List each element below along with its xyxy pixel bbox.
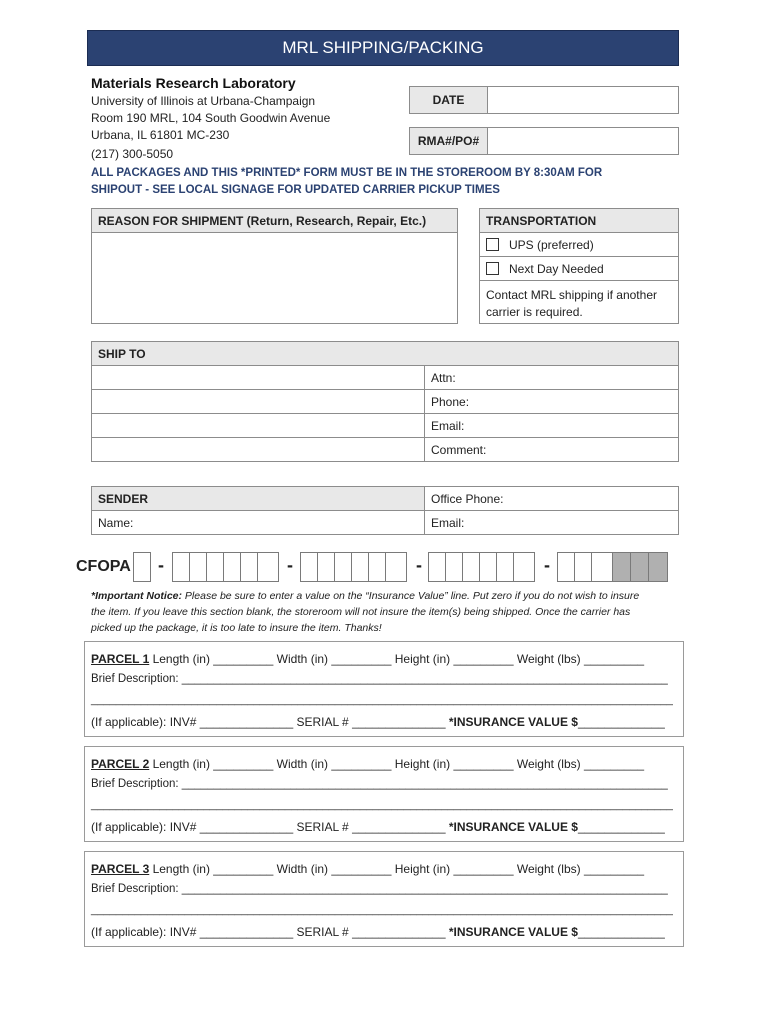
cfopa-digit[interactable] [351, 552, 369, 582]
parcel-dims: Length (in) _________ Width (in) _________ Height (in) _________ Weight (lbs) _________ [149, 757, 645, 771]
parcel-insurance-blank: _____________ [577, 715, 665, 729]
deadline-notice [91, 165, 651, 199]
deadline-notice-line: SHIPOUT - SEE LOCAL SIGNAGE FOR UPDATED CARRIER PICKUP TIMES [91, 184, 500, 196]
address-line: Room 190 MRL, 104 South Goodwin Avenue [91, 111, 331, 125]
divider [91, 437, 425, 438]
parcel-dims-line[interactable] [91, 652, 644, 666]
parcel-description-blank[interactable]: _____________________________________________________________________________________________ [91, 694, 673, 706]
important-notice [91, 588, 681, 636]
sender-label: SENDER [91, 486, 425, 511]
cfopa-dash: - [416, 555, 422, 575]
cfopa-disabled-digit [630, 552, 649, 582]
divider [91, 389, 425, 390]
cfopa-digit[interactable] [334, 552, 352, 582]
cfopa-disabled-digit [612, 552, 631, 582]
form-title: MRL SHIPPING/PACKING [87, 30, 679, 66]
important-notice-text: Please be sure to enter a value on the “Insurance Value” line. Put zero if you do not wish to insure [182, 590, 640, 602]
cfopa-disabled-digit [648, 552, 668, 582]
cfopa-digit[interactable] [496, 552, 514, 582]
parcel-section [84, 641, 684, 737]
ship-to-phone-field[interactable] [424, 389, 679, 414]
carrier-contact-line: carrier is required. [486, 305, 583, 319]
next-day-label: Next Day Needed [509, 261, 604, 276]
cfopa-digit[interactable] [513, 552, 535, 582]
cfopa-dash: - [287, 555, 293, 575]
carrier-contact-line: Contact MRL shipping if another [486, 288, 657, 302]
ship-to-email-field[interactable] [424, 413, 679, 438]
date-field[interactable] [487, 86, 679, 114]
rma-label: RMA#/PO# [417, 134, 480, 148]
cfopa-digit[interactable] [189, 552, 207, 582]
parcel-inv-serial: (If applicable): INV# ______________ SERIAL # ______________ [91, 715, 449, 729]
cfopa-digit[interactable] [300, 552, 318, 582]
sender-office-phone-field[interactable] [424, 486, 679, 511]
cfopa-digit[interactable] [591, 552, 613, 582]
parcel-title: PARCEL 2 [91, 757, 150, 771]
important-notice-lead: *Important Notice: [91, 590, 183, 602]
parcel-insurance-blank: _____________ [577, 820, 665, 834]
parcel-description-blank[interactable]: _____________________________________________________________________________________________ [91, 799, 673, 811]
name-label: Name: [98, 515, 134, 530]
parcel-insurance-label: *INSURANCE VALUE $ [448, 925, 578, 939]
parcel-inv-serial: (If applicable): INV# ______________ SERIAL # ______________ [91, 925, 449, 939]
reason-field[interactable] [91, 232, 458, 324]
parcel-description-blank[interactable]: _____________________________________________________________________________________________ [91, 904, 673, 916]
cfopa-digit[interactable] [479, 552, 497, 582]
parcel-description-line[interactable]: Brief Description: ____________________________________________________________________________ [91, 778, 668, 790]
cfopa-digit[interactable] [574, 552, 592, 582]
sender-name-field[interactable] [91, 510, 425, 535]
address-line: (217) 300-5050 [91, 147, 174, 161]
cfopa-digit[interactable] [240, 552, 258, 582]
parcel-inv-line[interactable] [91, 925, 665, 939]
transport-label: TRANSPORTATION [479, 208, 679, 233]
address-line: Urbana, IL 61801 MC-230 [91, 128, 230, 142]
parcel-insurance-blank: _____________ [577, 925, 665, 939]
cfopa-digit[interactable] [385, 552, 407, 582]
cfopa-digit[interactable] [428, 552, 446, 582]
ship-to-attn-field[interactable] [424, 365, 679, 390]
sender-email-label: Email: [431, 515, 465, 530]
ups-checkbox[interactable] [486, 238, 499, 251]
comment-label: Comment: [431, 442, 487, 457]
rma-field[interactable] [487, 127, 679, 155]
ship-to-label: SHIP TO [91, 341, 679, 366]
divider [91, 413, 425, 414]
cfopa-digit[interactable] [317, 552, 335, 582]
parcel-inv-line[interactable] [91, 820, 665, 834]
parcel-dims-line[interactable] [91, 862, 644, 876]
cfopa-digit[interactable] [557, 552, 575, 582]
sender-email-field[interactable] [424, 510, 679, 535]
parcel-description-line[interactable]: Brief Description: ____________________________________________________________________________ [91, 883, 668, 895]
reason-label: REASON FOR SHIPMENT (Return, Research, Repair, Etc.) [91, 208, 458, 233]
parcel-dims: Length (in) _________ Width (in) _________ Height (in) _________ Weight (lbs) _________ [149, 652, 645, 666]
office-phone-label: Office Phone: [431, 491, 504, 506]
email-label: Email: [431, 418, 465, 433]
cfopa-digit[interactable] [257, 552, 279, 582]
parcel-inv-line[interactable] [91, 715, 665, 729]
transport-option-ups[interactable] [479, 232, 679, 257]
carrier-contact-note [479, 280, 679, 324]
parcel-insurance-label: *INSURANCE VALUE $ [448, 820, 578, 834]
important-notice-line: picked up the package, it is too late to insure the item. Thanks! [91, 622, 382, 634]
phone-label: Phone: [431, 394, 470, 409]
cfopa-dash: - [158, 555, 164, 575]
next-day-checkbox[interactable] [486, 262, 499, 275]
cfopa-digit[interactable] [133, 552, 151, 582]
attn-label: Attn: [431, 370, 456, 385]
parcel-dims-line[interactable] [91, 757, 644, 771]
parcel-section [84, 746, 684, 842]
important-notice-line [91, 588, 681, 604]
ship-to-comment-field[interactable] [424, 437, 679, 462]
date-label-cell [409, 86, 488, 114]
cfopa-digit[interactable] [223, 552, 241, 582]
parcel-title: PARCEL 3 [91, 862, 150, 876]
cfopa-digit[interactable] [172, 552, 190, 582]
rma-label-cell [409, 127, 488, 155]
parcel-title: PARCEL 1 [91, 652, 150, 666]
important-notice-line: the item. If you leave this section blank, the storeroom will not insure the item(s) being shipped. Once the carrier has [91, 606, 631, 618]
parcel-dims: Length (in) _________ Width (in) _________ Height (in) _________ Weight (lbs) _________ [149, 862, 645, 876]
parcel-insurance-label: *INSURANCE VALUE $ [448, 715, 578, 729]
date-label: DATE [432, 93, 465, 107]
address-line: University of Illinois at Urbana-Champaign [91, 94, 316, 108]
parcel-section [84, 851, 684, 947]
cfopa-digit[interactable] [445, 552, 463, 582]
cfopa-digit[interactable] [206, 552, 224, 582]
ups-label: UPS (preferred) [509, 237, 594, 252]
cfopa-digit[interactable] [368, 552, 386, 582]
parcel-description-line[interactable]: Brief Description: ____________________________________________________________________________ [91, 673, 668, 685]
deadline-notice-line: ALL PACKAGES AND THIS *PRINTED* FORM MUST BE IN THE STOREROOM BY 8:30AM FOR [91, 167, 603, 179]
cfopa-dash: - [544, 555, 550, 575]
parcel-inv-serial: (If applicable): INV# ______________ SERIAL # ______________ [91, 820, 449, 834]
lab-name: Materials Research Laboratory [91, 75, 296, 91]
transport-option-next-day[interactable] [479, 256, 679, 281]
cfopa-digit[interactable] [462, 552, 480, 582]
cfopa-label: CFOPA [76, 558, 131, 575]
